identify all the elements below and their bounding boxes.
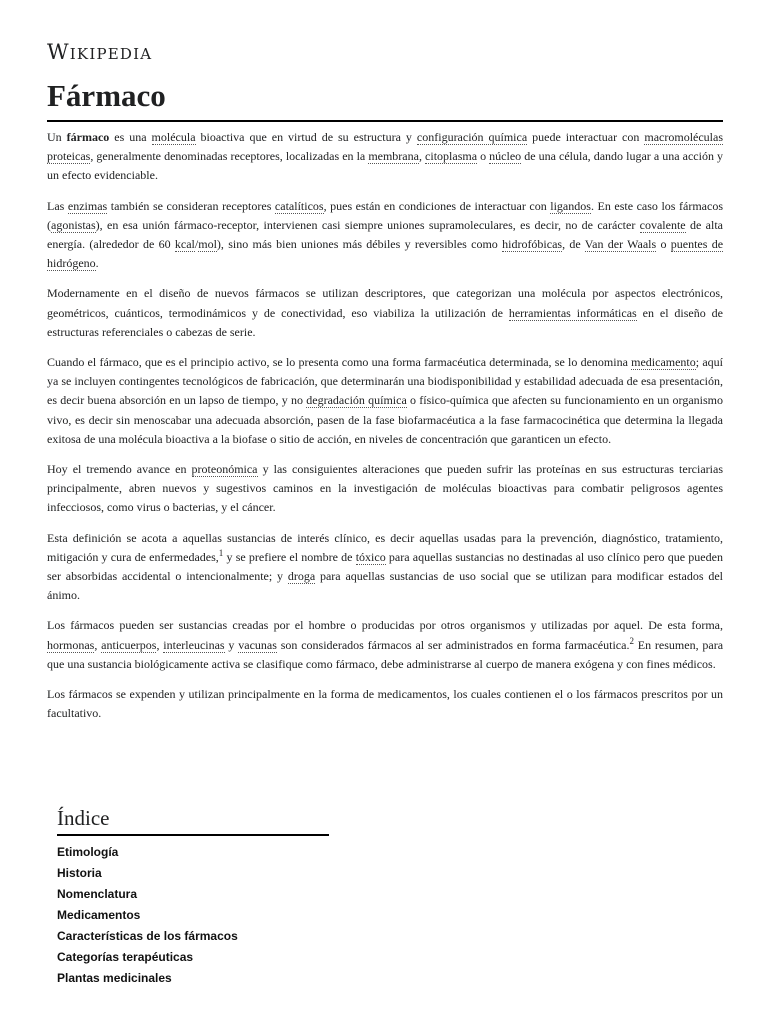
- link-van-der-waals[interactable]: Van der Waals: [584, 237, 657, 252]
- text: para aquellas sustancias de uso social que se utilizan para modificar estados del ánimo.: [47, 569, 723, 603]
- text: y: [224, 637, 239, 652]
- link-vacunas[interactable]: vacunas: [238, 637, 277, 652]
- text: o: [477, 149, 490, 164]
- link-droga[interactable]: droga: [287, 569, 316, 584]
- text: Los fármacos pueden ser sustancias creadas por el hombre o producidas por otros organismos y utilizadas por aquel. De esta forma,: [47, 618, 723, 633]
- text: Las: [47, 198, 68, 213]
- link-kcal[interactable]: kcal: [174, 237, 195, 252]
- text: ,: [418, 149, 426, 164]
- paragraph-7: [47, 616, 723, 674]
- toc-list: [57, 842, 329, 989]
- text: . En este caso los fármacos (: [47, 198, 723, 232]
- link-nucleo[interactable]: núcleo: [489, 149, 522, 164]
- link-interleucinas[interactable]: interleucinas: [163, 637, 225, 652]
- toc-title: Índice: [57, 804, 329, 836]
- link-hidrofobicas[interactable]: hidrofóbicas: [502, 237, 563, 252]
- toc-item-categorias-terapeuticas[interactable]: Categorías terapéuticas: [57, 950, 194, 964]
- article-page: [47, 38, 723, 734]
- link-herramientas-informaticas[interactable]: herramientas informáticas: [508, 305, 637, 320]
- toc-item-etimologia[interactable]: Etimología: [57, 845, 119, 859]
- link-cataliticos[interactable]: catalíticos: [274, 198, 324, 213]
- text: , pues están en condiciones de interactuar con: [323, 198, 551, 213]
- paragraph-2: [47, 197, 723, 274]
- link-enzimas[interactable]: enzimas: [67, 198, 108, 213]
- page-title: Fármaco: [47, 76, 723, 122]
- toc-item-plantas-medicinales[interactable]: Plantas medicinales: [57, 971, 172, 985]
- text: es una: [109, 130, 152, 144]
- text: y las consiguientes alteraciones que pueden sufrir las proteínas en sus estructuras terciarias principalmente, abren nuevos y sugestivos caminos en la investigación de moléculas bioactivas para combatir peligrosos agentes infecciosos, como virus o bacterias, y el cáncer.: [47, 462, 723, 515]
- text: ), sino más bien uniones más débiles y reversibles como: [216, 237, 503, 252]
- article-body: [47, 128, 723, 723]
- toc-item-nomenclatura[interactable]: Nomenclatura: [57, 887, 138, 901]
- text: son considerados fármacos al ser administrados en forma farmacéutica.: [276, 637, 630, 652]
- link-mol[interactable]: mol: [198, 237, 217, 252]
- link-macromoleculas-proteicas[interactable]: macromoléculas proteicas: [47, 130, 724, 164]
- text: y se prefiere el nombre de: [223, 549, 356, 564]
- link-agonistas[interactable]: agonistas: [51, 217, 96, 232]
- table-of-contents: [57, 804, 329, 989]
- paragraph-3: [47, 284, 723, 342]
- bold-term: fármaco: [66, 130, 110, 144]
- wikipedia-logo[interactable]: Wikipedia: [47, 40, 153, 64]
- toc-item-caracteristicas[interactable]: Características de los fármacos: [57, 929, 238, 943]
- link-degradacion-quimica[interactable]: degradación química: [306, 393, 407, 408]
- text: Cuando el fármaco, que es el principio activo, se lo presenta como una forma farmacéutica determinada, se lo denomina: [47, 355, 632, 370]
- text: de una célula, dando lugar a una acción y un efecto evidenciable.: [47, 149, 724, 183]
- text: ,: [156, 637, 164, 652]
- text: En resumen, para que una sustancia biológicamente activa se clasifique como fármaco, debe administrarse al cuerpo de manera exógena y con fines médicos.: [47, 637, 724, 671]
- text: ,: [94, 637, 102, 652]
- text: o físico-química que afecten su funcionamiento en un organismo vivo, es decir sin menoscabar una adecuada absorción, pasen de la fase biofarmacéutica a la fase farmacocinética que determina la llegada exitosa de una molécula bioactiva a la biofase o sitio de acción, en niveles de concentración que garanticen un efecto.: [47, 393, 723, 446]
- text: Un: [47, 130, 67, 144]
- paragraph-5: [47, 460, 723, 518]
- link-covalente[interactable]: covalente: [639, 217, 686, 232]
- link-ligandos[interactable]: ligandos: [550, 198, 591, 213]
- text: para aquellas sustancias no destinadas al uso clínico pero que pueden ser absorbidas accidental o intencionalmente; y: [47, 549, 723, 584]
- link-molecula[interactable]: molécula: [151, 130, 196, 144]
- text: de alta energía. (alrededor de 60: [47, 217, 723, 252]
- text: ; aquí ya se incluyen contingentes tecnológicos de fabricación, que determinarán una biodisponibilidad y estabilidad adecuada de esa presentación, es decir buena absorción en un lapso de tiempo, y no: [47, 355, 723, 408]
- text: en el diseño de estructuras referenciales o cabezas de serie.: [47, 305, 723, 339]
- link-hormonas[interactable]: hormonas: [47, 637, 95, 652]
- text: Hoy el tremendo avance en: [47, 462, 192, 477]
- paragraph-1: [47, 128, 723, 186]
- text: o: [656, 237, 671, 252]
- text: Esta definición se acota a aquellas sustancias de interés clínico, es decir aquellas usadas para la prevención, diagnóstico, tratamiento, mitigación y cura de enfermedades,: [47, 530, 723, 564]
- paragraph-8: [47, 685, 723, 723]
- link-puentes-de-hidrogeno[interactable]: puentes de hidrógeno: [47, 237, 724, 271]
- text: .: [95, 256, 99, 271]
- text: Modernamente en el diseño de nuevos fármacos se utilizan descriptores, que categorizan una molécula por aspectos electrónicos, geométricos, cuánticos, termodinámicos y de conectividad, eso viabiliza la utilización de: [47, 286, 723, 320]
- paragraph-6: [47, 529, 723, 606]
- text: , generalmente denominadas receptores, localizadas en la: [90, 149, 369, 164]
- link-citoplasma[interactable]: citoplasma: [425, 149, 478, 164]
- reference-2[interactable]: 2: [629, 635, 634, 646]
- link-proteonomica[interactable]: proteonómica: [191, 462, 258, 477]
- text: puede interactuar con: [527, 130, 645, 144]
- toc-item-medicamentos[interactable]: Medicamentos: [57, 908, 141, 922]
- text: , de: [562, 237, 585, 252]
- text: Los fármacos se expenden y utilizan principalmente en la forma de medicamentos, los cuales contienen el o los fármacos prescritos por un facultativo.: [47, 687, 723, 721]
- paragraph-4: [47, 353, 723, 449]
- reference-1[interactable]: 1: [218, 547, 224, 558]
- link-membrana[interactable]: membrana: [368, 149, 419, 164]
- link-toxico[interactable]: tóxico: [355, 549, 386, 564]
- link-configuracion-quimica[interactable]: configuración química: [416, 130, 528, 144]
- toc-item-historia[interactable]: Historia: [57, 866, 102, 880]
- link-anticuerpos[interactable]: anticuerpos: [101, 637, 157, 652]
- text: también se consideran receptores: [107, 198, 275, 213]
- text: /: [194, 237, 199, 252]
- link-medicamento[interactable]: medicamento: [631, 355, 696, 370]
- text: ), en esa unión fármaco-receptor, intervienen casi siempre uniones supramoleculares, es decir, no de carácter: [95, 217, 640, 232]
- text: bioactiva que en virtud de su estructura y: [195, 130, 417, 144]
